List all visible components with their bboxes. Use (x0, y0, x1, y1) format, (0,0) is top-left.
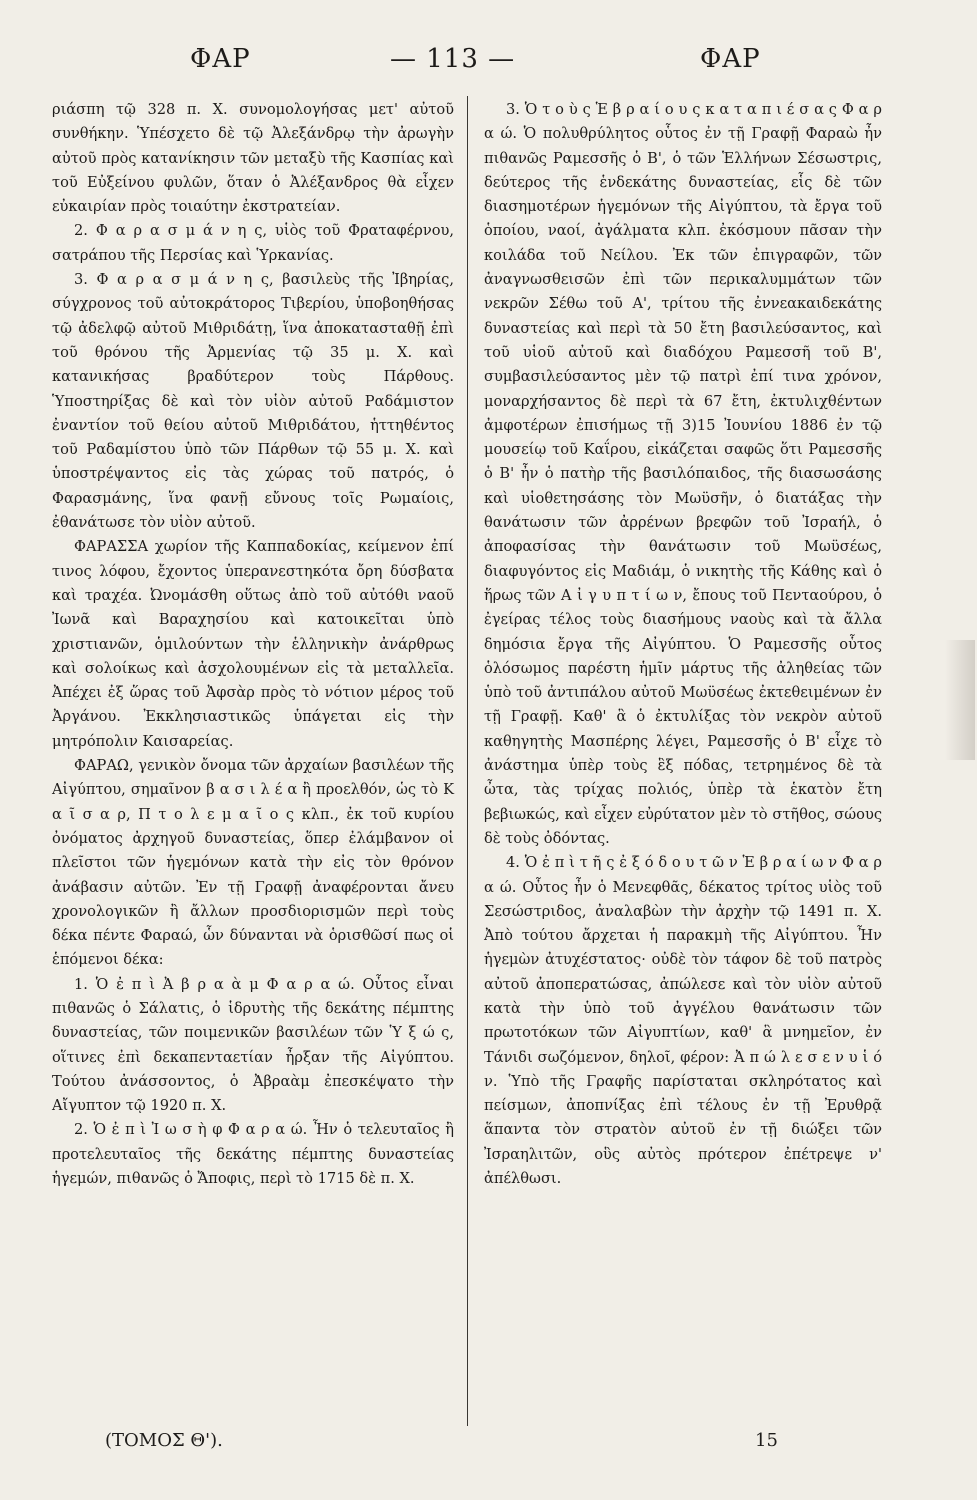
paragraph: 2. Φ α ρ α σ μ ά ν η ς, υἱὸς τοῦ Φραταφέρνου, σατράπου τῆς Περσίας καὶ Ὑρκανίας. (52, 222, 454, 264)
paragraph: ριάσπη τῷ 328 π. Χ. συνομολογήσας μετ' αὐτοῦ συνθήκην. Ὑπέσχετο δὲ τῷ Ἀλεξάνδρῳ τὴν ἀρωγὴν αὐτοῦ πρὸς κατανίκησιν τῶν μεταξὺ τῆς Κασπίας καὶ τοῦ Εὐξείνου φυλῶν, ὅταν ὁ Ἀλέξανδρος θὰ εἶχεν εὐκαιρίαν πρὸς τοιαύτην ἐκστρατείαν. (52, 101, 454, 216)
running-header (60, 44, 930, 84)
paragraph: 2. Ὁ ἐ π ὶ Ἰ ω σ ὴ φ Φ α ρ α ώ. Ἦν ὁ τελευταῖος ἢ προτελευταῖος τῆς δεκάτης πέμπτης δυναστείας ἡγεμών, πιθανῶς ὁ Ἄποφις, περὶ τὸ 1715 δὲ π. Χ. (52, 1121, 454, 1188)
signature-number: 15 (755, 1430, 778, 1451)
right-column (484, 98, 882, 1191)
page-edge-shadow (945, 640, 975, 760)
paragraph: 3. Φ α ρ α σ μ ά ν η ς, βασιλεὺς τῆς Ἰβηρίας, σύγχρονος τοῦ αὐτοκράτορος Τιβερίου, ὑποβοηθήσας τῷ ἀδελφῷ αὐτοῦ Μιθριδάτῃ, ἵνα ἀποκατασταθῇ ἐπὶ τοῦ θρόνου τῆς Ἀρμενίας τῷ 35 μ. Χ. καὶ κατανικήσας βραδύτερον τοὺς Πάρθους. Ὑποστηρίξας δὲ καὶ τὸν υἱὸν αὐτοῦ Ραδάμιστον ἐναντίον τοῦ θείου αὐτοῦ Μιθριδάτου, ἡττηθέντος τοῦ Ραδαμίστου ὑπὸ τῶν Πάρθων τῷ 55 μ. Χ. καὶ ὑποστρέψαντος εἰς τὰς χώρας τοῦ πατρός, ὁ Φαρασμάνης, ἵνα φανῇ εὔνους τοῖς Ρωμαίοις, ἐθανάτωσε τὸν υἱὸν αὐτοῦ. (52, 271, 454, 532)
left-column (52, 98, 454, 1191)
paragraph: 3. Ὁ τ ο ὺ ς Ἑ β ρ α ί ο υ ς κ α τ α π ι έ σ α ς Φ α ρ α ώ. Ὁ πολυθρύλητος οὗτος ἐν τῇ Γραφῇ Φαραὼ ἦν πιθανῶς Ραμεσσῆς ὁ Β', ὁ τῶν Ἑλλήνων Σέσωστρις, δεύτερος τῆς ἑνδεκάτης δυναστείας, εἷς δὲ τῶν διασημοτέρων ἡγεμόνων τῆς Αἰγύπτου, τὰ ἔργα τοῦ ὁποίου, ναοί, ἀγάλματα κλπ. ἐκόσμουν πᾶσαν τὴν κοιλάδα τοῦ Νείλου. Ἐκ τῶν ἐπιγραφῶν, τῶν ἀναγνωσθεισῶν ἐπὶ τῶν περικαλυμμάτων τῶν νεκρῶν Σέθω τοῦ Α', τρίτου τῆς ἐννεακαιδεκάτης δυναστείας καὶ περὶ τὰ 50 ἔτη βασιλεύσαντος, καὶ τοῦ υἱοῦ αὐτοῦ καὶ διαδόχου Ραμεσσῆ τοῦ Β', συμβασιλεύσαντος μὲν τῷ πατρὶ ἐπί τινα χρόνον, μοναρχήσαντος δὲ περὶ τὰ 67 ἔτη, ἐκτυλιχθέντων ἀμφοτέρων ἐπισήμως τῇ 3)15 Ἰουνίου 1886 ἐν τῷ μουσείῳ τοῦ Καΐρου, εἰκάζεται σαφῶς ὅτι Ραμεσσῆς ὁ Β' ἦν ὁ πατὴρ τῆς βασιλόπαιδος, τῆς διασωσάσης καὶ υἱοθετησάσης τὸν Μωϋσῆν, ὁ διατάξας τὴν θανάτωσιν τῶν ἀρρένων βρεφῶν τοῦ Ἰσραήλ, ὁ ἀποφασίσας τὴν θανάτωσιν τοῦ Μωϋσέως, διαφυγόντος εἰς Μαδιάμ, ὁ νικητὴς τῆς Κάθης καὶ ὁ ἥρως τῶν Α ἰ γ υ π τ ί ω ν, ἔπους τοῦ Πενταούρου, ὁ ἐγείρας τέλος τοὺς διασήμους ναοὺς καὶ τὰ ἄλλα δημόσια ἔργα τῆς Αἰγύπτου. Ὁ Ραμεσσῆς οὗτος ὁλόσωμος παρέστη ἡμῖν μάρτυς τῆς ἀληθείας τῶν ὑπὸ τοῦ ἀντιπάλου αὐτοῦ Μωϋσέως ἐκτεθειμένων ἐν τῇ Γραφῇ. Καθ' ἃ ὁ ἐκτυλίξας τὸν νεκρὸν αὐτοῦ καθηγητὴς Μασπέρης λέγει, Ραμεσσῆς ὁ Β' εἶχε τὸ ἀνάστημα ὑπὲρ τοὺς ἓξ πόδας, τετρημένος δὲ τὰ ὦτα, τὰς τρίχας πολιός, ὑπὲρ τὰ ἑκατὸν ἔτη βεβιωκώς, καὶ εἶχεν εὐρύτατον μὲν τὸ στῆθος, σώους δὲ τοὺς ὀδόντας. (484, 101, 882, 847)
column-divider (467, 96, 468, 1426)
paragraph: 4. Ὁ ἐ π ὶ τ ῆ ς ἐ ξ ό δ ο υ τ ῶ ν Ἑ β ρ α ί ω ν Φ α ρ α ώ. Οὗτος ἦν ὁ Μενεφθᾶς, δέκατος τρίτος υἱὸς τοῦ Σεσώστριδος, ἀναλαβὼν τὴν ἀρχὴν τῷ 1491 π. Χ. Ἀπὸ τούτου ἄρχεται ἡ παρακμὴ τῆς Αἰγύπτου. Ἦν ἡγεμὼν ἀτυχέστατος· οὐδὲ τὸν τάφον δὲ τοῦ πατρὸς αὐτοῦ ἀποπερατώσας, ἀπώλεσε καὶ τὸν υἱὸν αὐτοῦ κατὰ τὴν ὑπὸ τοῦ ἀγγέλου θανάτωσιν τῶν πρωτοτόκων τῶν Αἰγυπτίων, καθ' ἃ μνημεῖον, ἐν Τάνιδι σωζόμενον, δηλοῖ, φέρον: Ἀ π ώ λ ε σ ε ν υ ἱ ό ν. Ὑπὸ τῆς Γραφῆς παρίσταται σκληρότατος καὶ πείσμων, ἀποπνίξας ἐπὶ τέλους ἐν τῇ Ἐρυθρᾷ ἅπαντα τὸν στρατὸν αὐτοῦ ἐν τῇ διώξει τῶν Ἰσραηλιτῶν, οὓς αὐτὸς πρότερον ἐπέτρεψε ν' ἀπέλθωσι. (484, 854, 882, 1188)
entry-pharassa: ΦΑΡΑΣΣΑ χωρίον τῆς Καππαδοκίας, κείμενον ἐπί τινος λόφου, ἔχοντος ὑπερανεστηκότα ὄρη δύσβατα καὶ τραχέα. Ὠνομάσθη οὕτως ἀπὸ τοῦ αὐτόθι ναοῦ Ἰωνᾶ καὶ Βαραχησίου καὶ κατοικεῖται ὑπὸ χριστιανῶν, ὁμιλούντων τὴν ἑλληνικὴν ἀνάρθρως καὶ σολοίκως καὶ ἀσχολουμένων εἰς τὰ μεταλλεῖα. Ἀπέχει ἐξ ὥρας τοῦ Ἀφσὰρ πρὸς τὸ νότιον μέρος τοῦ Ἀργάνου. Ἐκκλησιαστικῶς ὑπάγεται εἰς τὴν μητρόπολιν Καισαρείας. (52, 538, 454, 750)
page-number: — 113 — (390, 44, 516, 74)
entry-pharao: ΦΑΡΑΩ, γενικὸν ὄνομα τῶν ἀρχαίων βασιλέων τῆς Αἰγύπτου, σημαῖνον β α σ ι λ έ α ἢ προελθόν, ὡς τὸ Κ α ῖ σ α ρ, Π τ ο λ ε μ α ῖ ο ς κλπ., ἐκ τοῦ κυρίου ὀνόματος ἀρχηγοῦ δυναστείας, ὅπερ ἐλάμβανον οἱ πλεῖστοι τῶν ἡγεμόνων κατὰ τὴν εἰς τὸν θρόνον ἀνάβασιν αὐτῶν. Ἐν τῇ Γραφῇ ἀναφέρονται ἄνευ χρονολογικῶν ἢ ἄλλων προσδιορισμῶν περὶ τοὺς δέκα πέντε Φαραώ, ὧν δύνανται νὰ ὁρισθῶσί πως οἱ ἑπόμενοι δέκα: (52, 757, 454, 969)
header-left-word: ΦΑΡ (190, 44, 251, 74)
paragraph: 1. Ὁ ἐ π ὶ Ἀ β ρ α ὰ μ Φ α ρ α ώ. Οὗτος εἶναι πιθανῶς ὁ Σάλατις, ὁ ἱδρυτὴς τῆς δεκάτης πέμπτης δυναστείας, τῶν ποιμενικῶν βασιλέων τῶν Ὑ ξ ώ ς, οἵτινες ἐπὶ δεκαπενταετίαν ἦρξαν τῆς Αἰγύπτου. Τούτου ἀνάσσοντος, ὁ Ἀβραὰμ ἐπεσκέψατο τὴν Αἴγυπτον τῷ 1920 π. Χ. (52, 975, 454, 1115)
volume-label: (ΤΟΜΟΣ Θ'). (105, 1430, 223, 1451)
header-right-word: ΦΑΡ (700, 44, 761, 74)
